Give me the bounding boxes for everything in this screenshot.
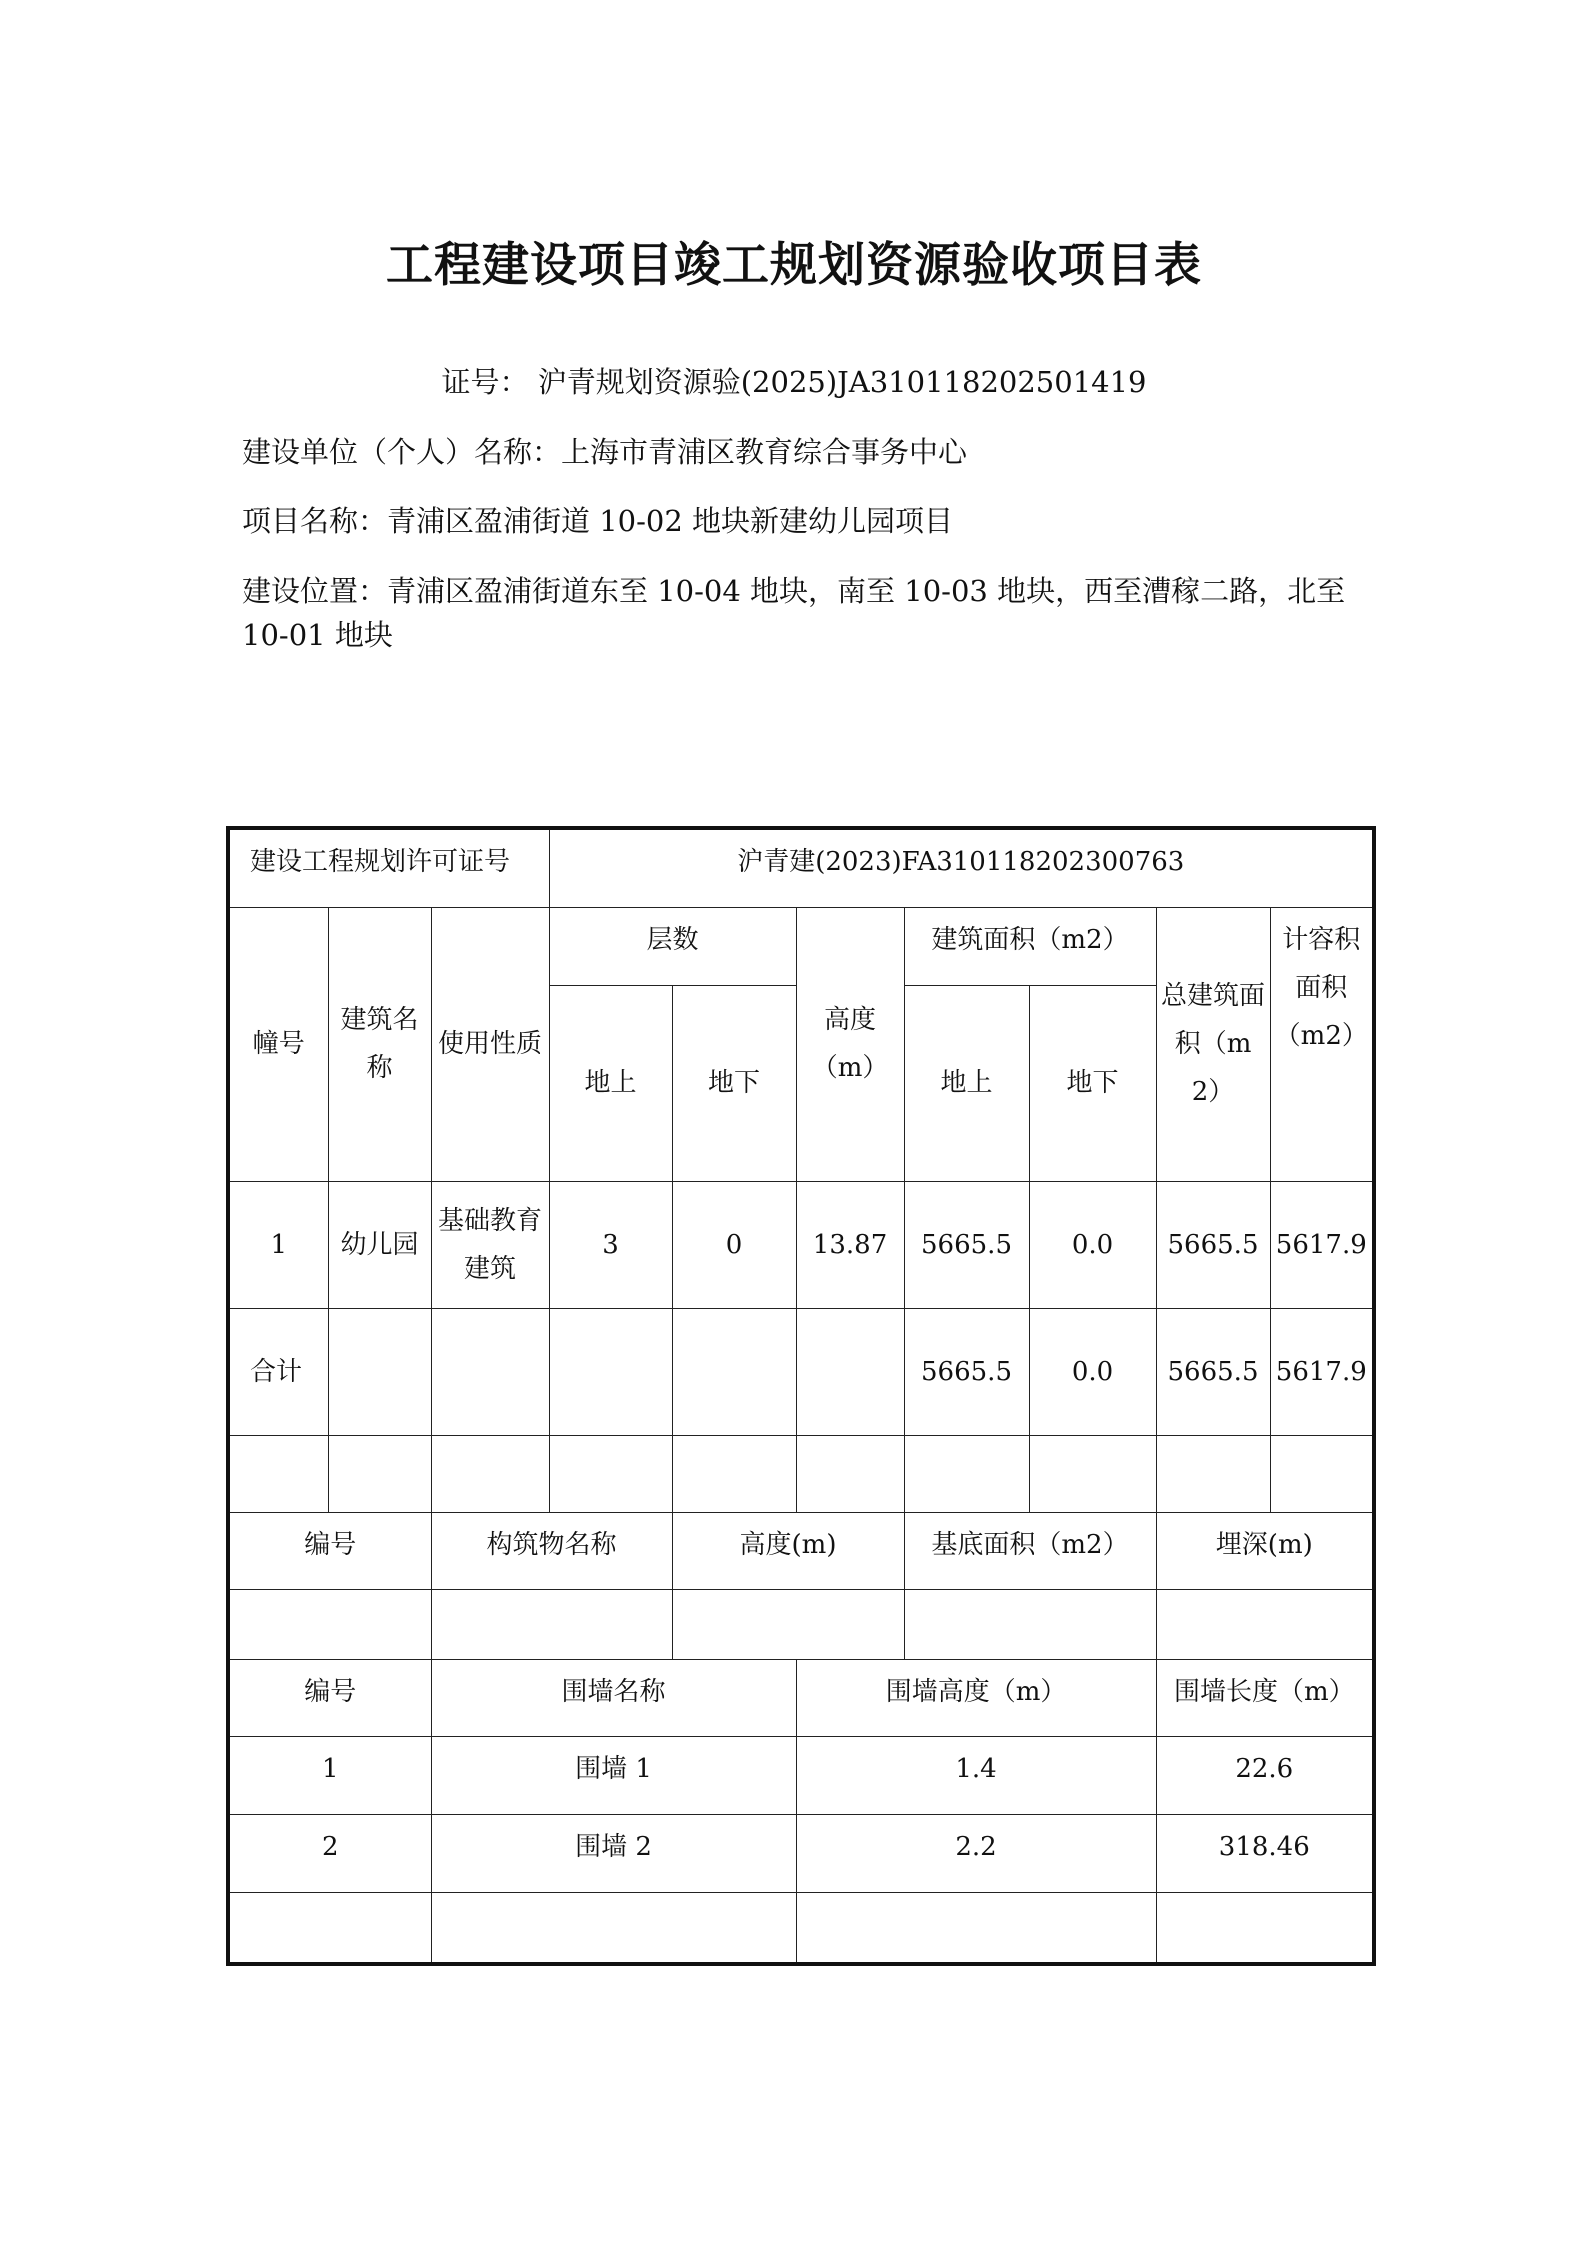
- empty-cell: [1156, 1892, 1374, 1964]
- total-total-area: 5665.5: [1156, 1308, 1270, 1435]
- certificate-line: [0, 360, 1588, 401]
- wall-name: 围墙 1: [431, 1736, 796, 1814]
- header-floors-above: 地上: [549, 985, 672, 1181]
- wall-no: 2: [228, 1814, 431, 1892]
- empty-cell: [431, 1589, 672, 1659]
- empty-cell: [904, 1435, 1029, 1512]
- empty-cell: [672, 1308, 796, 1435]
- certificate-number: 沪青规划资源验(2025)JA310118202501419: [537, 365, 1147, 399]
- wall-no-header: 编号: [228, 1659, 431, 1736]
- wall-height: 1.4: [796, 1736, 1156, 1814]
- structure-base-area-header: 基底面积（m2）: [904, 1512, 1156, 1589]
- row-area-below: 0.0: [1029, 1181, 1156, 1308]
- header-far-area: 计容积面积（m2）: [1270, 907, 1374, 1181]
- table-row: [228, 1181, 1374, 1308]
- empty-cell: [328, 1435, 431, 1512]
- structure-name-header: 构筑物名称: [431, 1512, 672, 1589]
- empty-cell: [549, 1308, 672, 1435]
- empty-cell: [672, 1435, 796, 1512]
- total-area-below: 0.0: [1029, 1308, 1156, 1435]
- total-area-above: 5665.5: [904, 1308, 1029, 1435]
- wall-empty-row: [228, 1892, 1374, 1964]
- header-floors: 层数: [549, 907, 796, 985]
- wall-length-header: 围墙长度（m）: [1156, 1659, 1374, 1736]
- header-height: 高度（m）: [796, 907, 904, 1181]
- structure-no-header: 编号: [228, 1512, 431, 1589]
- empty-cell: [796, 1308, 904, 1435]
- wall-length: 318.46: [1156, 1814, 1374, 1892]
- construction-unit-label: 建设单位（个人）名称：: [242, 435, 562, 469]
- total-row: [228, 1308, 1374, 1435]
- row-floors-below: 0: [672, 1181, 796, 1308]
- acceptance-table: [226, 826, 1376, 1966]
- empty-cell: [328, 1308, 431, 1435]
- empty-cell: [228, 1435, 328, 1512]
- wall-name: 围墙 2: [431, 1814, 796, 1892]
- project-name-line: [242, 499, 953, 543]
- row-total-area: 5665.5: [1156, 1181, 1270, 1308]
- empty-cell: [1156, 1589, 1374, 1659]
- project-name-label: 项目名称：: [242, 504, 388, 538]
- row-usage: 基础教育建筑: [431, 1181, 549, 1308]
- header-building-no: 幢号: [228, 907, 328, 1181]
- table-row: [228, 1736, 1374, 1814]
- total-label: 合计: [228, 1308, 328, 1435]
- empty-cell: [431, 1892, 796, 1964]
- structure-header-row: [228, 1512, 1374, 1589]
- header-floors-below: 地下: [672, 985, 796, 1181]
- empty-cell: [431, 1435, 549, 1512]
- row-building-name: 幼儿园: [328, 1181, 431, 1308]
- header-row-1: [228, 907, 1374, 985]
- certificate-label: 证号：: [441, 365, 529, 399]
- header-area-above: 地上: [904, 985, 1029, 1181]
- row-floors-above: 3: [549, 1181, 672, 1308]
- structure-height-header: 高度(m): [672, 1512, 904, 1589]
- permit-value: 沪青建(2023)FA310118202300763: [549, 828, 1374, 907]
- structure-depth-header: 埋深(m): [1156, 1512, 1374, 1589]
- empty-cell: [796, 1892, 1156, 1964]
- permit-label: 建设工程规划许可证号: [228, 828, 549, 907]
- wall-height-header: 围墙高度（m）: [796, 1659, 1156, 1736]
- empty-row: [228, 1435, 1374, 1512]
- empty-cell: [904, 1589, 1156, 1659]
- row-area-above: 5665.5: [904, 1181, 1029, 1308]
- wall-no: 1: [228, 1736, 431, 1814]
- row-building-no: 1: [228, 1181, 328, 1308]
- header-building-name: 建筑名称: [328, 907, 431, 1181]
- header-usage: 使用性质: [431, 907, 549, 1181]
- permit-row: [228, 828, 1374, 907]
- total-far-area: 5617.9: [1270, 1308, 1374, 1435]
- empty-cell: [796, 1435, 904, 1512]
- wall-header-row: [228, 1659, 1374, 1736]
- empty-cell: [549, 1435, 672, 1512]
- empty-cell: [228, 1892, 431, 1964]
- empty-cell: [228, 1589, 431, 1659]
- empty-cell: [672, 1589, 904, 1659]
- project-name-value: 青浦区盈浦街道 10-02 地块新建幼儿园项目: [387, 504, 954, 538]
- location-line: [242, 569, 1372, 657]
- wall-name-header: 围墙名称: [431, 1659, 796, 1736]
- header-total-area: 总建筑面积（m2）: [1156, 907, 1270, 1181]
- header-floor-area: 建筑面积（m2）: [904, 907, 1156, 985]
- page-title: 工程建设项目竣工规划资源验收项目表: [386, 238, 1202, 293]
- construction-unit-line: [242, 430, 967, 474]
- empty-cell: [1270, 1435, 1374, 1512]
- empty-cell: [431, 1308, 549, 1435]
- wall-length: 22.6: [1156, 1736, 1374, 1814]
- table-row: [228, 1814, 1374, 1892]
- empty-cell: [1029, 1435, 1156, 1512]
- location-value: 青浦区盈浦街道东至 10-04 地块，南至 10-03 地块，西至漕稼二路，北至 10-01 地块: [242, 574, 1346, 652]
- row-far-area: 5617.9: [1270, 1181, 1374, 1308]
- structure-empty-row: [228, 1589, 1374, 1659]
- empty-cell: [1156, 1435, 1270, 1512]
- header-area-below: 地下: [1029, 985, 1156, 1181]
- row-height: 13.87: [796, 1181, 904, 1308]
- location-label: 建设位置：: [242, 574, 388, 608]
- construction-unit-value: 上海市青浦区教育综合事务中心: [561, 435, 968, 469]
- wall-height: 2.2: [796, 1814, 1156, 1892]
